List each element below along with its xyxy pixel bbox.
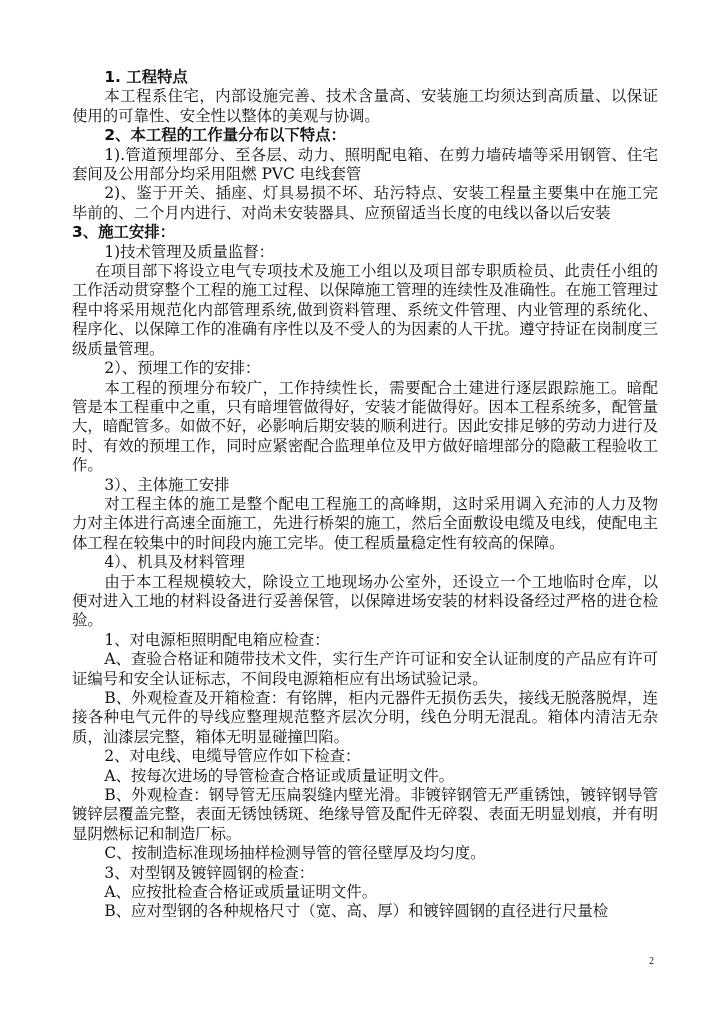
paragraph: 对工程主体的施工是整个配电工程施工的高峰期，这时采用调入充沛的人力及物力对主体进行高速全面施工，先进行桥架的施工，然后全面敷设电缆及电线，使配电主体工程在较集中的时间段内施工完毕。使工程质量稳定性有较高的保障。 bbox=[72, 494, 658, 552]
section-heading-3: 3、施工安排： bbox=[72, 223, 176, 242]
paragraph: 2)、鉴于开关、插座、灯具易损不坏、玷污特点、安装工程量主要集中在施工完毕前的、二个月内进行、对尚未安装器具、应预留适当长度的电线以备以后安装 bbox=[72, 184, 658, 222]
list-item: A、按每次进场的导管检查合格证或质量证明文件。 bbox=[104, 766, 455, 785]
list-heading: 3、对型钢及镀锌圆钢的检查： bbox=[104, 863, 315, 882]
paragraph: 由于本工程规模较大，除设立工地现场办公室外，还设立一个工地临时仓库，以便对进入工地的材料设备进行妥善保管，以保障进场安装的材料设备经过严格的进仓检验。 bbox=[72, 572, 658, 630]
list-heading: 1、对电源柜照明配电箱应检查： bbox=[104, 630, 330, 649]
section-heading-2: 2、本工程的工作量分布以下特点： bbox=[104, 126, 346, 145]
subheading: 2）、预埋工作的安排： bbox=[104, 359, 261, 378]
list-heading: 2、对电线、电缆导管应作如下检查： bbox=[104, 747, 361, 766]
paragraph: 本工程系住宅，内部设施完善、技术含量高、安装施工均须达到高质量、以保证使用的可靠性、安全性以整体的美观与协调。 bbox=[72, 87, 658, 125]
list-item: B、外观检查：钢导管无压扁裂缝内壁光滑。非镀锌钢管无严重锈蚀，镀锌钢导管镀锌层覆盖完整，表面无锈蚀锈斑、绝缘导管及配件无碎裂、表面无明显划痕，并有明显阴燃标记和制造厂标。 bbox=[72, 786, 658, 843]
page-number: 2 bbox=[649, 956, 654, 967]
list-item: A、查验合格证和随带技术文件，实行生产许可证和安全认证制度的产品应有许可证编号和安全认证标志，不间段电源箱柜应有出场试验记录。 bbox=[72, 650, 658, 688]
list-item: C、按制造标准现场抽样检测导管的管径壁厚及均匀度。 bbox=[104, 844, 486, 863]
subheading: 3）、主体施工安排 bbox=[104, 475, 230, 494]
subheading: 1)技术管理及质量监督： bbox=[104, 242, 275, 261]
subheading: 4）、机具及材料管理 bbox=[104, 553, 245, 572]
list-item: B、应对型钢的各种规格尺寸（宽、高、厚）和镀锌圆钢的直径进行尺量检 bbox=[104, 902, 609, 921]
document-body bbox=[72, 68, 658, 922]
paragraph: 本工程的预埋分布较广，工作持续性长，需要配合土建进行逐层跟踪施工。暗配管是本工程重中之重，只有暗埋管做得好，安装才能做得好。因本工程系统多，配管量大，暗配管多。如做不好，必影响后期安装的顺利进行。因此安排足够的劳动力进行及时、有效的预埋工作，同时应紧密配合监理单位及甲方做好暗埋部分的隐蔽工程验收工作。 bbox=[72, 378, 658, 475]
list-item: A、应按批检查合格证或质量证明文件。 bbox=[104, 883, 378, 902]
section-heading-1: 1. 工程特点 bbox=[104, 68, 188, 86]
paragraph: 1).管道预埋部分、至各层、动力、照明配电箱、在剪力墙砖墙等采用钢管、住宅套间及公用部分均采用阻燃 PVC 电线套管 bbox=[72, 145, 658, 184]
paragraph: 在项目部下将设立电气专项技术及施工小组以及项目部专职质检员、此责任小组的工作活动贯穿整个工程的施工过程、以保障施工管理的连续性及准确性。在施工管理过程中将采用规范化内部管理系统,做到资料管理、系统文件管理、内业管理的系统化、程序化、以保障工作的准确有序性以及不受人的为因素的人干扰。遵守持证在岗制度三级质量管理。 bbox=[72, 262, 658, 358]
list-item: B、外观检查及开箱检查：有铭牌，柜内元器件无损伤丢失，接线无脱落脱焊，连接各种电气元件的导线应整理规范整齐层次分明，线色分明无混乱。箱体内清洁无杂质，汕漆层完整，箱体无明显碰撞凹陷。 bbox=[72, 689, 658, 746]
